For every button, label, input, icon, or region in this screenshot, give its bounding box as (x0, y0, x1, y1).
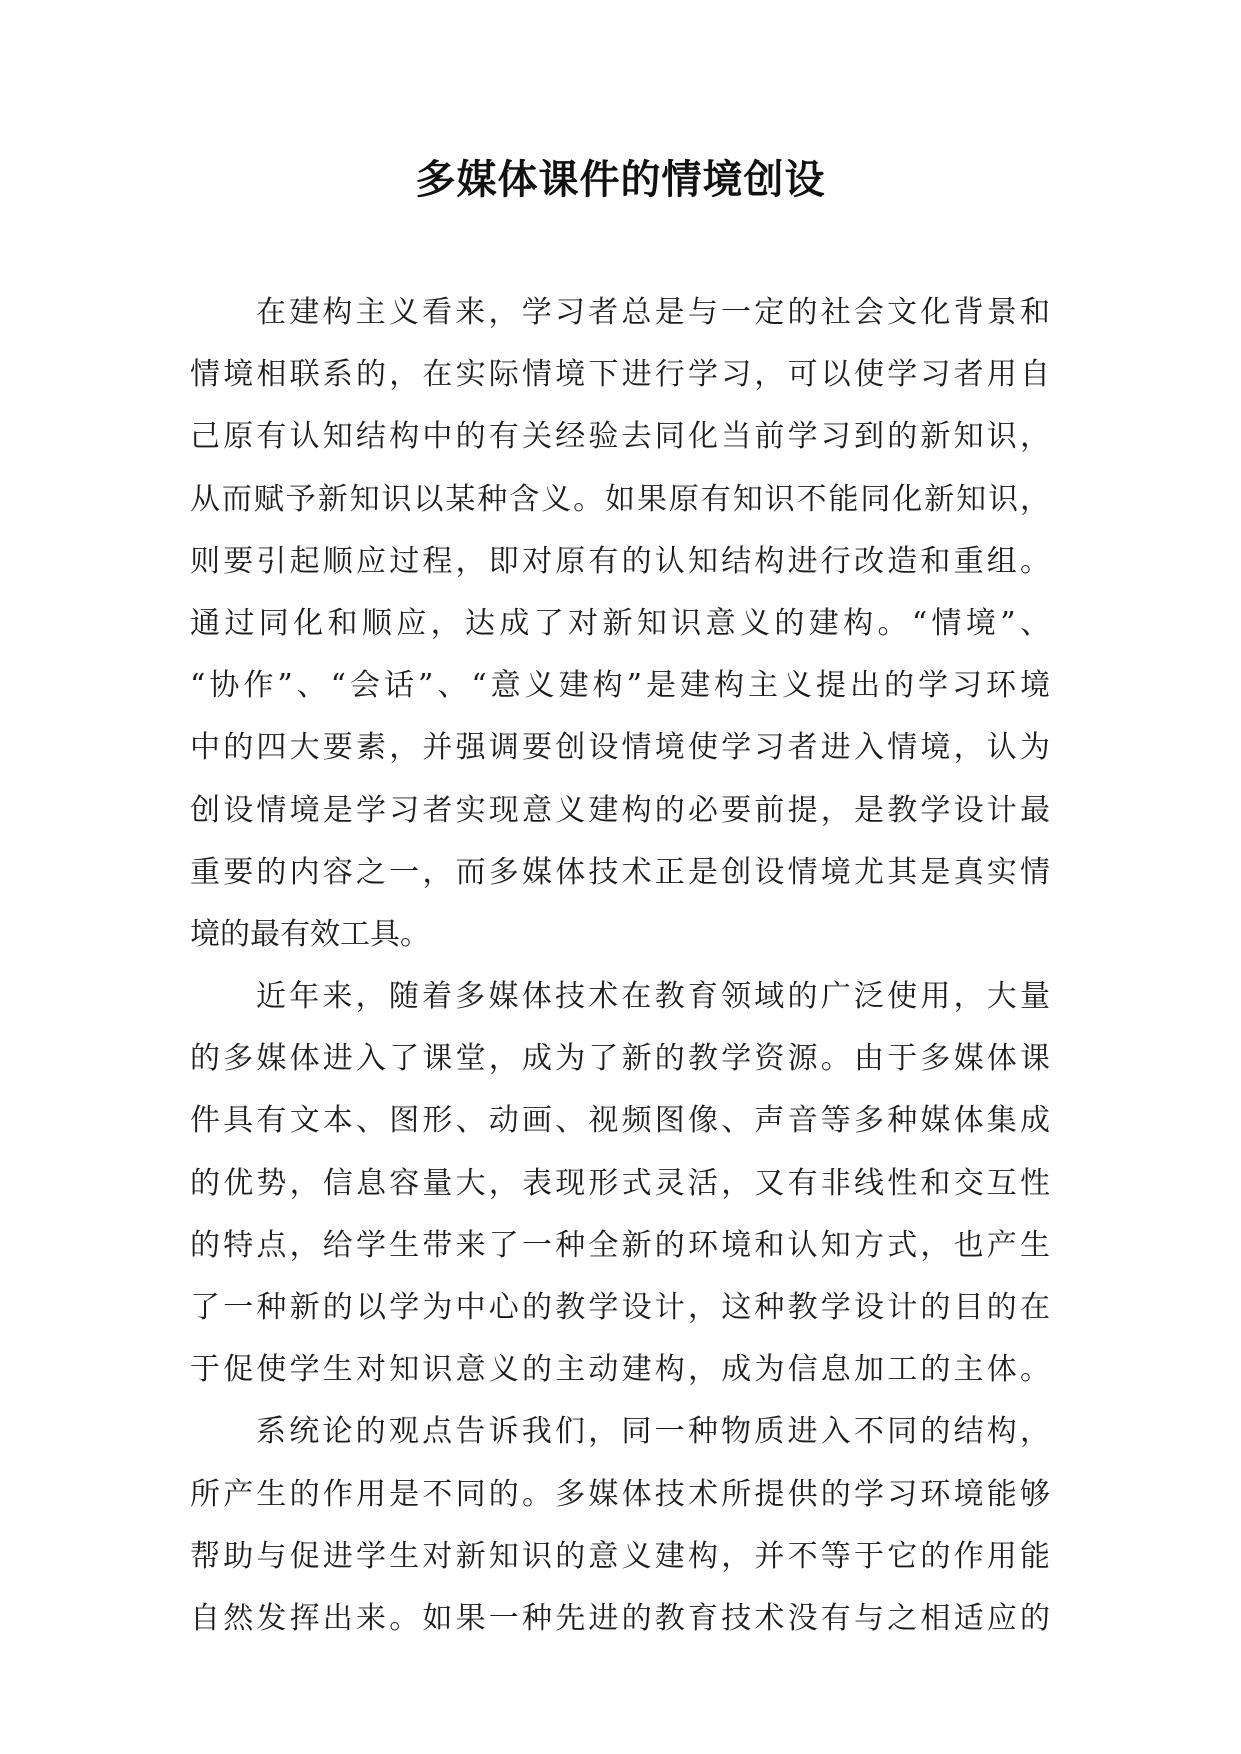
text-line: 则要引起顺应过程，即对原有的认知结构进行改造和重组。 (190, 543, 1050, 579)
text-line: 系统论的观点告诉我们，同一种物质进入不同的结构， (256, 1414, 1050, 1450)
text-line: 的多媒体进入了课堂，成为了新的教学资源。由于多媒体课 (190, 1041, 1050, 1077)
document-title: 多媒体课件的情境创设 (415, 157, 826, 203)
text-line: 所产生的作用是不同的。多媒体技术所提供的学习环境能够 (190, 1476, 1050, 1512)
text-line: 己原有认知结构中的有关经验去同化当前学习到的新知识， (190, 419, 1050, 455)
text-line: 帮助与促进学生对新知识的意义建构，并不等于它的作用能 (190, 1538, 1050, 1574)
text-line: 件具有文本、图形、动画、视频图像、声音等多种媒体集成 (190, 1103, 1050, 1139)
text-line: 自然发挥出来。如果一种先进的教育技术没有与之相适应的 (190, 1600, 1050, 1636)
text-line: 的特点，给学生带来了一种全新的环境和认知方式，也产生 (190, 1227, 1050, 1263)
text-line: 从而赋予新知识以某种含义。如果原有知识不能同化新知识， (190, 481, 1050, 517)
text-line: 情境相联系的，在实际情境下进行学习，可以使学习者用自 (190, 357, 1050, 393)
text-line: “协作”、“会话”、“意义建构”是建构主义提出的学习环境 (190, 668, 1050, 704)
text-line: 在建构主义看来，学习者总是与一定的社会文化背景和 (256, 295, 1050, 330)
text-line: 中的四大要素，并强调要创设情境使学习者进入情境，认为 (190, 730, 1050, 766)
text-line: 了一种新的以学为中心的教学设计，这种教学设计的目的在 (190, 1290, 1050, 1325)
text-line: 的优势，信息容量大，表现形式灵活，又有非线性和交互性 (190, 1165, 1050, 1201)
document-body (190, 282, 1050, 1650)
text-line: 创设情境是学习者实现意义建构的必要前提，是教学设计最 (190, 792, 1050, 828)
text-line: 于促使学生对知识意义的主动建构，成为信息加工的主体。 (190, 1352, 1050, 1388)
text-line: 近年来，随着多媒体技术在教育领域的广泛使用，大量 (256, 979, 1050, 1015)
text-line: 通过同化和顺应，达成了对新知识意义的建构。“情境”、 (190, 605, 1050, 641)
text-line: 重要的内容之一，而多媒体技术正是创设情境尤其是真实情 (190, 854, 1050, 890)
text-line: 境的最有效工具。 (190, 916, 430, 952)
